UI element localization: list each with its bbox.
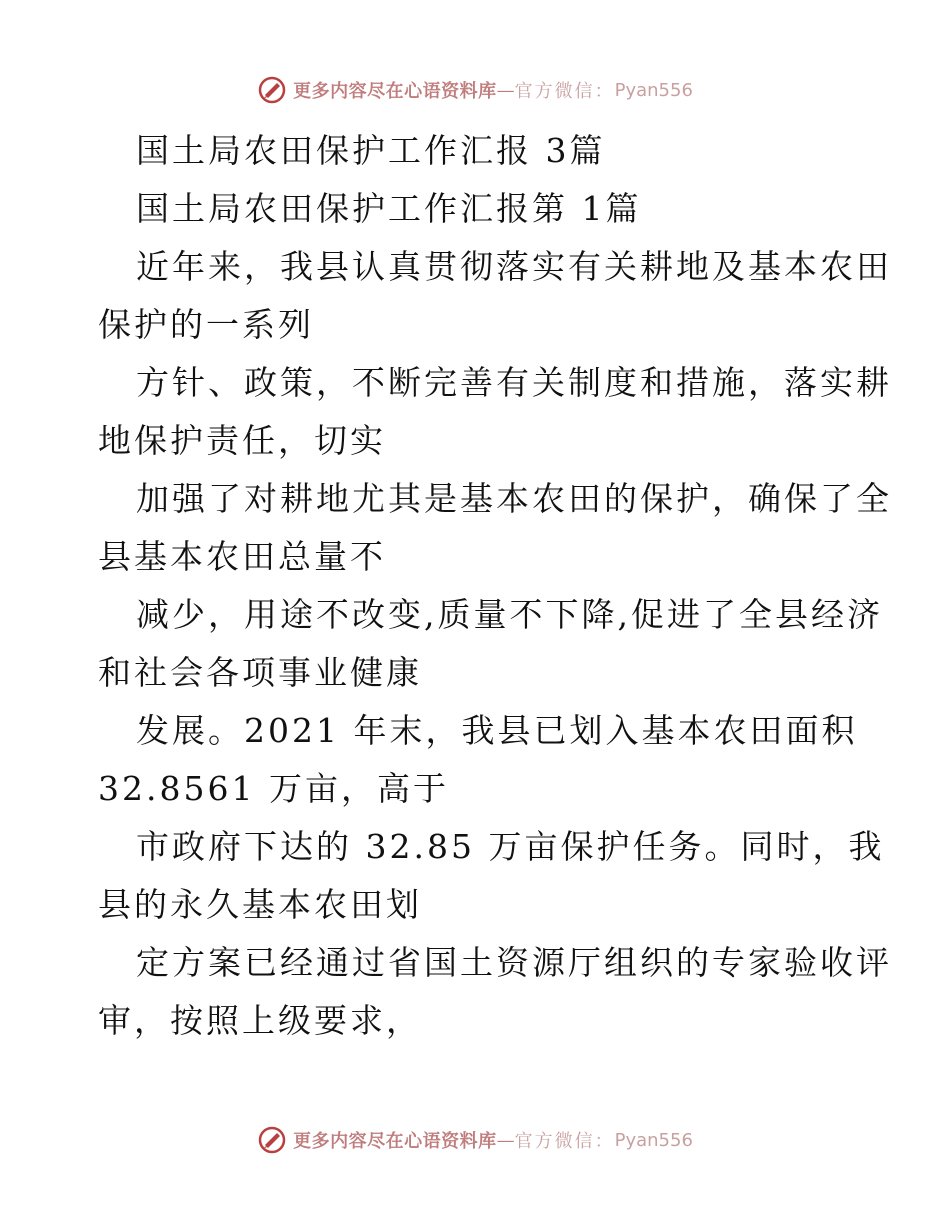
- paragraph-line: 近年来，我县认真贯彻落实有关耕地及基本农田: [136, 247, 892, 286]
- paragraph-line: 县的永久基本农田划: [98, 885, 422, 924]
- library-logo-icon: [257, 1125, 287, 1155]
- banner-dash: —: [496, 1129, 515, 1151]
- header-banner: [0, 72, 950, 108]
- paragraph-line: 加强了对耕地尤其是基本农田的保护，确保了全: [136, 479, 892, 518]
- doc-title: 国土局农田保护工作汇报 3篇: [136, 131, 606, 170]
- library-logo-icon: [257, 75, 287, 105]
- banner-wechat-id: Pyan556: [614, 1129, 693, 1151]
- doc-subtitle: 国土局农田保护工作汇报第 1篇: [136, 189, 642, 228]
- paragraph-line: 和社会各项事业健康: [98, 653, 422, 692]
- paragraph-line: 审，按照上级要求，: [98, 1001, 422, 1040]
- banner-text: 更多内容尽在心语资料库: [293, 1131, 497, 1152]
- paragraph-line: 减少，用途不改变,质量不下降,促进了全县经济: [136, 595, 883, 634]
- paragraph-line: 市政府下达的 32.85 万亩保护任务。同时，我: [136, 827, 885, 866]
- banner-text: 更多内容尽在心语资料库: [293, 81, 497, 102]
- paragraph-line: 地保护责任，切实: [98, 421, 386, 460]
- banner-wechat-id: Pyan556: [614, 79, 693, 101]
- paragraph-line: 方针、政策，不断完善有关制度和措施，落实耕: [136, 363, 892, 402]
- paragraph-line: 定方案已经通过省国土资源厅组织的专家验收评: [136, 943, 892, 982]
- banner-dash: —: [496, 79, 515, 101]
- footer-banner: [0, 1122, 950, 1158]
- paragraph-line: 保护的一系列: [98, 305, 314, 344]
- banner-wechat-label: 官方微信：: [514, 81, 615, 102]
- paragraph-line: 县基本农田总量不: [98, 537, 386, 576]
- document-body: [98, 122, 892, 1050]
- banner-wechat-label: 官方微信：: [514, 1131, 615, 1152]
- paragraph-line: 发展。2021 年末，我县已划入基本农田面积: [136, 711, 858, 750]
- paragraph-line: 32.8561 万亩，高于: [98, 769, 449, 808]
